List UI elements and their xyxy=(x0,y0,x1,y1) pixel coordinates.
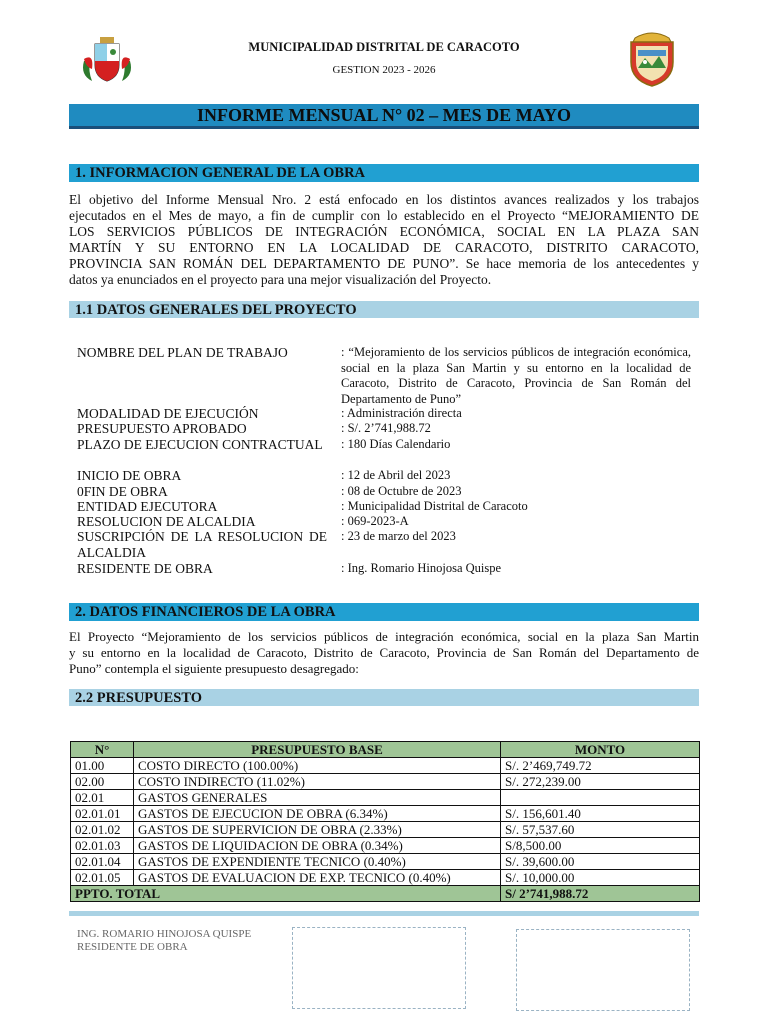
paragraph-line: El objetivo del Informe Mensual Nro. 2 está enfocado en los distintos avances realizados y los trabajos xyxy=(69,192,699,207)
row-number: 02.00 xyxy=(71,774,134,790)
field-label-plan-name: NOMBRE DEL PLAN DE TRABAJO xyxy=(77,345,288,360)
table-row xyxy=(71,790,700,806)
row-description: GASTOS GENERALES xyxy=(134,790,501,806)
signer-role: RESIDENTE DE OBRA xyxy=(77,941,188,953)
row-number: 02.01 xyxy=(71,790,134,806)
field-label-contract-term: PLAZO DE EJECUCION CONTRACTUAL xyxy=(77,437,323,452)
column-header-number: N° xyxy=(71,742,134,758)
row-number: 02.01.04 xyxy=(71,854,134,870)
report-title: INFORME MENSUAL N° 02 – MES DE MAYO xyxy=(69,104,699,129)
field-value-mayoral-resolution: : 069-2023-A xyxy=(341,514,409,528)
section-1-heading: 1. INFORMACION GENERAL DE LA OBRA xyxy=(69,164,699,182)
row-amount: S/. 156,601.40 xyxy=(501,806,700,822)
row-amount: S/. 272,239.00 xyxy=(501,774,700,790)
paragraph-line: ejecutados en el Mes de mayo, a fin de cumplir con lo establecido en el Proyecto “MEJORAMIENTO DE xyxy=(69,208,699,223)
table-row xyxy=(71,806,700,822)
field-value-executing-entity: : Municipalidad Distrital de Caracoto xyxy=(341,499,528,513)
paragraph-line: y su entorno en la localidad de Caracoto, Distrito de Caracoto, Provincia de San Román del Departamento de xyxy=(69,645,699,660)
field-label-executing-entity: ENTIDAD EJECUTORA xyxy=(77,499,218,514)
field-value-resolution-signing: : 23 de marzo del 2023 xyxy=(341,529,456,543)
field-label-resolution-signing: SUSCRIPCIÓN DE LA RESOLUCION DE ALCALDIA xyxy=(77,529,327,560)
paragraph-line: El Proyecto “Mejoramiento de los servicios públicos de integración económica, social en la plaza San Martin xyxy=(69,629,699,644)
row-description: GASTOS DE SUPERVICION DE OBRA (2.33%) xyxy=(134,822,501,838)
paragraph-line: PROVINCIA SAN ROMÁN DEL DEPARTAMENTO DE PUNO”. Se hace memoria de los antecedentes y xyxy=(69,256,699,271)
field-value-site-resident: : Ing. Romario Hinojosa Quispe xyxy=(341,561,502,575)
row-amount: S/8,500.00 xyxy=(501,838,700,854)
row-description: COSTO INDIRECTO (11.02%) xyxy=(134,774,501,790)
row-description: GASTOS DE EVALUACION DE EXP. TECNICO (0.40%) xyxy=(134,870,501,886)
field-label-approved-budget: PRESUPUESTO APROBADO xyxy=(77,421,247,436)
field-label-start-date: INICIO DE OBRA xyxy=(77,468,182,483)
table-row xyxy=(71,854,700,870)
field-value-start-date: : 12 de Abril del 2023 xyxy=(341,468,451,482)
row-description: GASTOS DE LIQUIDACION DE OBRA (0.34%) xyxy=(134,838,501,854)
total-label: PPTO. TOTAL xyxy=(71,886,501,902)
field-value-modality: : Administración directa xyxy=(341,406,462,420)
table-row xyxy=(71,870,700,886)
row-number: 01.00 xyxy=(71,758,134,774)
row-amount: S/. 2’469,749.72 xyxy=(501,758,700,774)
signature-box xyxy=(292,927,466,1009)
field-label-mayoral-resolution: RESOLUCION DE ALCALDIA xyxy=(77,514,256,529)
paragraph-line: MARTÍN Y SU ENTORNO EN LA LOCALIDAD DE CARACOTO, DISTRITO CARACOTO, xyxy=(69,240,699,255)
signer-name: ING. ROMARIO HINOJOSA QUISPE xyxy=(77,928,252,940)
row-description: GASTOS DE EXPENDIENTE TECNICO (0.40%) xyxy=(134,854,501,870)
table-header-row xyxy=(71,742,700,758)
total-amount: S/ 2’741,988.72 xyxy=(501,886,700,902)
field-value-end-date: : 08 de Octubre de 2023 xyxy=(341,484,462,498)
section-2-2-heading: 2.2 PRESUPUESTO xyxy=(69,689,699,706)
field-label-site-resident: RESIDENTE DE OBRA xyxy=(77,561,213,576)
row-description: GASTOS DE EJECUCION DE OBRA (6.34%) xyxy=(134,806,501,822)
row-description: COSTO DIRECTO (100.00%) xyxy=(134,758,501,774)
government-period: GESTION 2023 - 2026 xyxy=(332,64,436,76)
field-value-plan-name: : “Mejoramiento de los servicios públicos de integración económica, social en la plaza San Martin y su entorno en la localidad de Caracoto, Distrito de Caracoto, Provincia de San Román del Departamento de Puno” xyxy=(341,345,691,406)
row-amount: S/. 57,537.60 xyxy=(501,822,700,838)
row-amount xyxy=(501,790,700,806)
signature-box xyxy=(516,929,690,1011)
column-header-amount: MONTO xyxy=(501,742,700,758)
row-amount: S/. 39,600.00 xyxy=(501,854,700,870)
section-1-1-heading: 1.1 DATOS GENERALES DEL PROYECTO xyxy=(69,301,699,318)
paragraph-line: datos ya enunciados en el proyecto para una mejor visualización del Proyecto. xyxy=(69,272,492,287)
table-row xyxy=(71,838,700,854)
row-number: 02.01.05 xyxy=(71,870,134,886)
column-header-budget-base: PRESUPUESTO BASE xyxy=(134,742,501,758)
paragraph-line: Puno” contempla el siguiente presupuesto desagregado: xyxy=(69,661,359,676)
table-row xyxy=(71,758,700,774)
table-row xyxy=(71,774,700,790)
field-label-end-date: 0FIN DE OBRA xyxy=(77,484,168,499)
signature-block xyxy=(77,928,251,954)
field-label-modality: MODALIDAD DE EJECUCIÓN xyxy=(77,406,259,421)
section-2-heading: 2. DATOS FINANCIEROS DE LA OBRA xyxy=(69,603,699,621)
table-total-row xyxy=(71,886,700,902)
municipality-name: MUNICIPALIDAD DISTRITAL DE CARACOTO xyxy=(248,40,520,54)
section-1-paragraph xyxy=(69,192,699,288)
table-row xyxy=(71,822,700,838)
row-number: 02.01.01 xyxy=(71,806,134,822)
budget-table xyxy=(70,741,700,902)
paragraph-line: LOS SERVICIOS PÚBLICOS DE INTEGRACIÓN ECONÓMICA, SOCIAL EN LA PLAZA SAN xyxy=(69,224,699,239)
row-number: 02.01.02 xyxy=(71,822,134,838)
section-2-paragraph xyxy=(69,629,699,677)
row-number: 02.01.03 xyxy=(71,838,134,854)
caracoto-shield-icon xyxy=(625,28,679,88)
field-value-contract-term: : 180 Días Calendario xyxy=(341,437,451,451)
footer-divider xyxy=(69,911,699,916)
field-value-approved-budget: : S/. 2’741,988.72 xyxy=(341,421,431,435)
row-amount: S/. 10,000.00 xyxy=(501,870,700,886)
